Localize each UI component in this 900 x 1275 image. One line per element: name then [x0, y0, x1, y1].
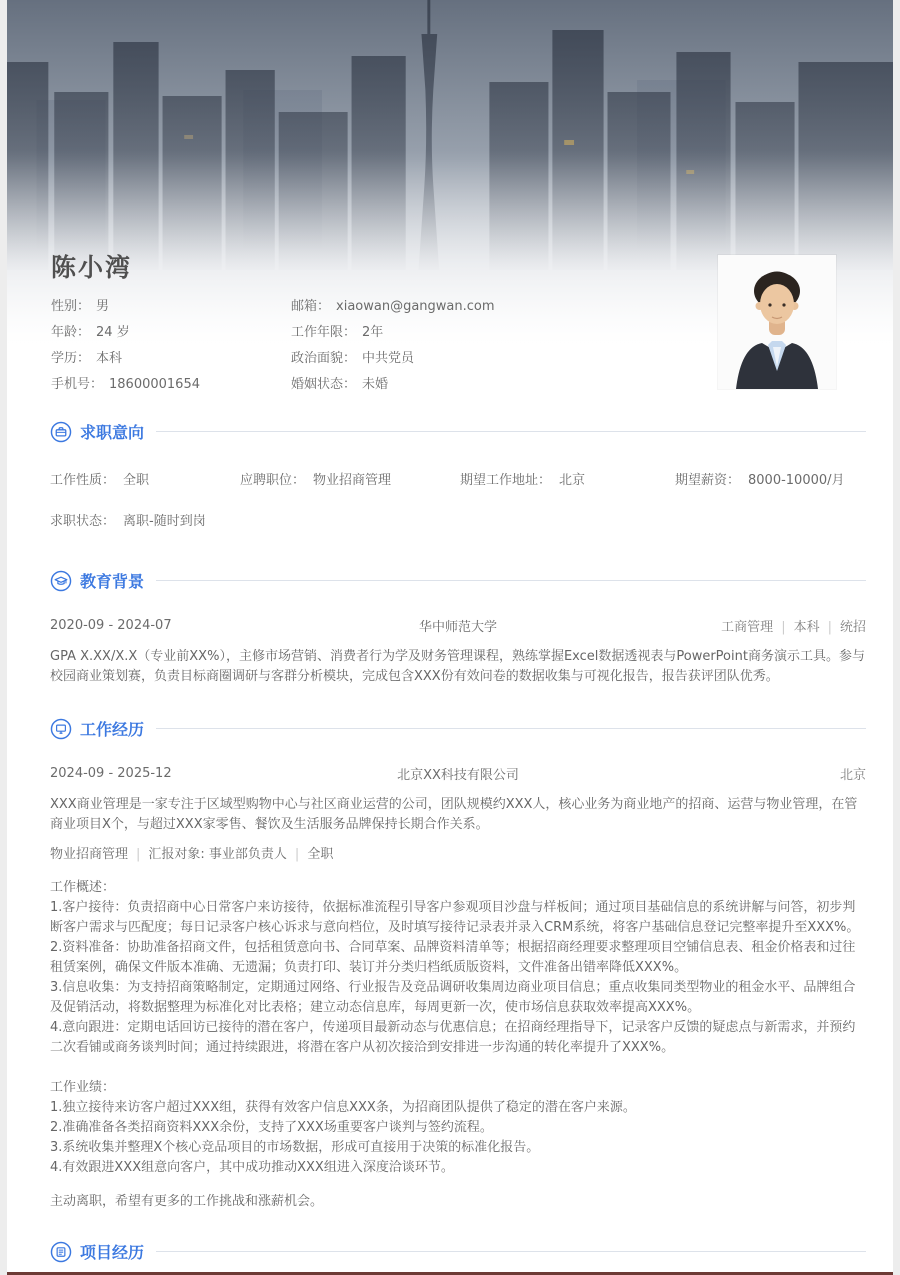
section-title: 求职意向 — [80, 423, 145, 442]
education-row — [50, 616, 866, 635]
education-period: 2020-09 - 2024-07 — [50, 618, 172, 633]
info-value: xiaowan@gangwan.com — [336, 299, 495, 314]
info-label: 婚姻状态： — [291, 377, 357, 392]
education-major: 工商管理 — [721, 620, 774, 635]
info-label: 学历： — [51, 351, 91, 366]
education-degree-line — [497, 616, 866, 635]
field-expected-salary — [675, 469, 866, 488]
work-row — [50, 764, 866, 783]
resume-body — [7, 420, 893, 1263]
field-label: 期望工作地址： — [460, 473, 552, 488]
separator: | — [827, 620, 832, 635]
field-label: 应聘职位： — [240, 473, 306, 488]
field-target-position — [240, 469, 460, 488]
personal-info-grid — [51, 294, 671, 398]
field-job-status — [50, 510, 866, 529]
info-value: 24 岁 — [96, 325, 130, 340]
job-intent-fields — [50, 469, 866, 488]
info-label: 年龄： — [51, 325, 91, 340]
work-achievement: 2.准确准备各类招商资料XXX余份，支持了XXX场重要客户谈判与签约流程。 — [50, 1120, 493, 1135]
info-gender — [51, 294, 291, 320]
section-divider — [156, 431, 866, 432]
job-type: 全职 — [307, 847, 334, 862]
section-job-intent-header — [50, 420, 866, 443]
work-achievement: 1.独立接待来访客户超过XXX组，获得有效客户信息XXX条，为招商团队提供了稳定的潜在客户来源。 — [50, 1100, 636, 1115]
section-divider — [156, 1251, 866, 1252]
info-value: 男 — [96, 299, 110, 314]
section-title: 教育背景 — [80, 572, 145, 591]
work-period: 2024-09 - 2025-12 — [50, 766, 172, 781]
company-name: 北京XX科技有限公司 — [397, 768, 519, 783]
education-description: GPA X.XX/X.X（专业前XX%），主修市场营销、消费者行为学及财务管理课程，熟练掌握Excel数据透视表与PowerPoint商务演示工具。参与校园商业策划赛，负责目标商圈调研与客群分析模块，完成包含XXX份有效问卷的数据收集与可视化报告，报告获评团队优秀。 — [50, 649, 865, 684]
candidate-name: 陈小湾 — [51, 253, 133, 282]
separator: | — [136, 847, 141, 862]
work-achievement: 3.系统收集并整理X个核心竞品项目的市场数据，形成可直接用于决策的标准化报告。 — [50, 1140, 540, 1155]
field-label: 期望薪资： — [675, 473, 741, 488]
field-work-type — [50, 469, 240, 488]
info-education — [51, 346, 291, 372]
work-location: 北京 — [839, 768, 866, 783]
info-work-years — [291, 320, 671, 346]
info-label: 邮箱： — [291, 299, 331, 314]
field-label: 求职状态： — [50, 514, 116, 529]
work-overview-label: 工作概述： — [50, 880, 116, 895]
section-divider — [156, 580, 866, 581]
field-value: 北京 — [559, 473, 586, 488]
resume-page — [7, 0, 893, 1275]
info-value: 18600001654 — [109, 377, 200, 392]
field-target-city — [460, 469, 675, 488]
section-title: 工作经历 — [80, 720, 145, 739]
info-age — [51, 320, 291, 346]
report-to: 汇报对象: 事业部负责人 — [148, 847, 287, 862]
position-title: 物业招商管理 — [50, 847, 129, 862]
section-education-header — [50, 569, 866, 592]
field-value: 物业招商管理 — [313, 473, 392, 488]
info-political-status — [291, 346, 671, 372]
field-label: 工作性质： — [50, 473, 116, 488]
education-admission: 统招 — [839, 620, 866, 635]
info-phone — [51, 372, 291, 398]
separator: | — [781, 620, 786, 635]
leave-note: 主动离职，希望有更多的工作挑战和涨薪机会。 — [50, 1194, 324, 1209]
section-project-header — [50, 1240, 866, 1263]
info-value: 本科 — [96, 351, 123, 366]
education-degree: 本科 — [793, 620, 820, 635]
info-value: 2年 — [362, 325, 384, 340]
info-value: 未婚 — [362, 377, 389, 392]
company-intro: XXX商业管理是一家专注于区域型购物中心与社区商业运营的公司，团队规模约XXX人，核心业务为商业地产的招商、运营与物业管理，在管商业项目X个，与超过XXX家零售、餐饮及生活服务品牌保持长期合作关系。 — [50, 797, 858, 832]
document-icon — [50, 1241, 72, 1263]
field-value: 全职 — [123, 473, 150, 488]
work-duty: 3.信息收集：为支持招商策略制定，定期通过网络、行业报告及竞品调研收集周边商业项目信息；重点收集同类型物业的租金水平、品牌组合及促销活动，将数据整理为标准化对比表格；建立动态信息库，每周更新一次，使市场信息获取效率提高XXX%。 — [50, 980, 856, 1015]
info-label: 工作年限： — [291, 325, 357, 340]
section-work-header — [50, 717, 866, 740]
monitor-icon — [50, 718, 72, 740]
briefcase-icon — [50, 421, 72, 443]
work-duty: 1.客户接待：负责招商中心日常客户来访接待，依据标准流程引导客户参观项目沙盘与样板间；通过项目基础信息的系统讲解与问答，初步判断客户需求与匹配度；每日记录客户核心诉求与意向档位，及时填写接待记录表并录入CRM系统，将客户基础信息登记完整率提升至XXX%。 — [50, 900, 860, 935]
field-value: 离职-随时到岗 — [123, 514, 206, 529]
section-divider — [156, 728, 866, 729]
work-duty: 2.资料准备：协助准备招商文件，包括租赁意向书、合同草案、品牌资料清单等；根据招商经理要求整理项目空铺信息表、租金价格表和过往租赁案例，确保文件版本准确、无遗漏；负责打印、装订并分类归档纸质版资料，文件准备出错率降低XXX%。 — [50, 940, 856, 975]
separator: | — [294, 847, 300, 862]
field-value: 8000-10000/月 — [748, 473, 845, 488]
work-duty: 4.意向跟进：定期电话回访已接待的潜在客户，传递项目最新动态与优惠信息；在招商经理指导下，记录客户反馈的疑虑点与新需求，并预约二次看铺或商务谈判时间；通过持续跟进，将潜在客户从初次接洽到安排进一步沟通的转化率提升了XXX%。 — [50, 1020, 856, 1055]
work-achievements-label: 工作业绩： — [50, 1080, 116, 1095]
graduation-cap-icon — [50, 570, 72, 592]
work-achievement: 4.有效跟进XXX组意向客户，其中成功推动XXX组进入深度洽谈环节。 — [50, 1160, 454, 1175]
position-meta-row — [50, 843, 866, 862]
school-name: 华中师范大学 — [418, 620, 497, 635]
info-email — [291, 294, 671, 320]
resume-banner — [7, 0, 893, 420]
info-marital-status — [291, 372, 671, 398]
info-label: 手机号： — [51, 377, 104, 392]
info-label: 性别： — [51, 299, 91, 314]
portrait-illustration — [718, 255, 836, 389]
section-title: 项目经历 — [80, 1243, 145, 1262]
info-label: 政治面貌： — [291, 351, 357, 366]
profile-photo — [718, 255, 836, 389]
info-value: 中共党员 — [362, 351, 415, 366]
